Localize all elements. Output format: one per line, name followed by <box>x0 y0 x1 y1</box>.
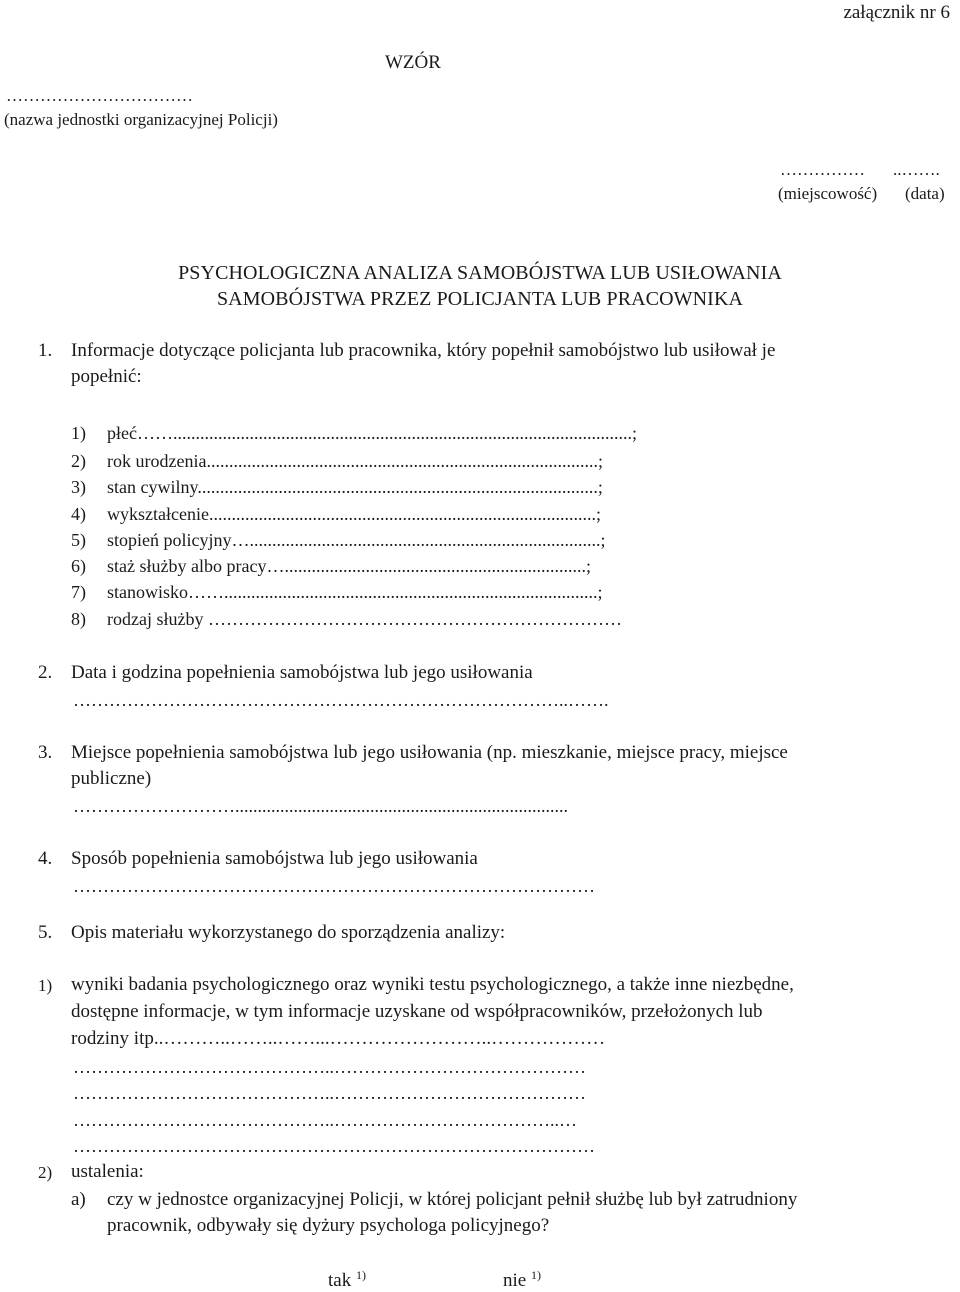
list-item-position: 7) stanowisko……...................................................................................; <box>71 582 603 602</box>
section5-item2-number: 2) <box>38 1163 53 1182</box>
unit-name-dots: …………………………… <box>6 86 193 105</box>
section2-answer-dots: ………………………………………………………………………..……. <box>73 690 609 710</box>
date-dots: ..……. <box>893 160 940 179</box>
answer-no[interactable]: nie $^{1)}$ <box>503 1268 541 1291</box>
section5-sub-a-line2: pracownik, odbywały się dyżury psychologa policyjnego? <box>107 1215 550 1236</box>
section3-heading: Miejsce popełnienia samobójstwa lub jego usiłowania (np. mieszkanie, miejsce pracy, miejsce <box>71 742 788 763</box>
section3-heading-cont: publiczne) <box>71 768 152 789</box>
section5-dots-line: ……………………………………..…………………………………… <box>73 1083 586 1103</box>
list-item-seniority: 6) staż służby albo pracy…...................................................................; <box>71 556 591 576</box>
section5-heading: Opis materiału wykorzystanego do sporządzenia analizy: <box>71 922 506 943</box>
section2-number: 2. <box>38 662 53 683</box>
section5-dots-line: …………………………………………………………………………… <box>73 1136 595 1156</box>
footnote-mark: 1) <box>355 1268 366 1282</box>
list-item-marital-status: 3) stan cywilny.........................................................................................; <box>71 477 603 497</box>
section5-item1-number: 1) <box>38 976 53 995</box>
annex-number: załącznik nr 6 <box>843 2 950 23</box>
section5-item1-line3: rodziny itp..………..……..……...……………………..……………… <box>71 1028 606 1049</box>
footnote-mark: 1) <box>530 1268 541 1282</box>
list-item-police-rank: 5) stopień policyjny…..............................................................................; <box>71 530 606 550</box>
section3-answer-dots: ……………………….......................................................................... <box>73 796 568 816</box>
section1-heading-cont: popełnić: <box>71 366 142 387</box>
section5-dots-line: ……………………………………..………………………………..… <box>73 1110 577 1130</box>
place-label: (miejscowość) <box>778 184 878 203</box>
document-title-line1: PSYCHOLOGICZNA ANALIZA SAMOBÓJSTWA LUB USIŁOWANIA <box>178 262 782 284</box>
section5-dots-line: ……………………………………..…………………………………… <box>73 1057 586 1077</box>
list-item-service-type: 8) rodzaj służby …………………………………………………………… <box>71 609 622 629</box>
section3-number: 3. <box>38 742 53 763</box>
section5-item2-label: ustalenia: <box>71 1161 144 1182</box>
section5-number: 5. <box>38 922 53 943</box>
place-dots: …………… <box>780 160 865 179</box>
section4-heading: Sposób popełnienia samobójstwa lub jego usiłowania <box>71 848 478 869</box>
list-item-birth-year: 2) rok urodzenia.......................................................................................; <box>71 451 603 471</box>
section5-item1-line2: dostępne informacje, w tym informacje uzyskane od współpracowników, przełożonych lub <box>71 1001 763 1022</box>
template-label: WZÓR <box>385 52 441 73</box>
section5-item1-line1: wyniki badania psychologicznego oraz wyniki testu psychologicznego, a także inne niezbędne, <box>71 974 794 995</box>
section1-number: 1. <box>38 340 53 361</box>
section4-answer-dots: …………………………………………………………………………… <box>73 876 595 896</box>
section2-heading: Data i godzina popełnienia samobójstwa lub jego usiłowania <box>71 662 533 683</box>
document-title-line2: SAMOBÓJSTWA PRZEZ POLICJANTA LUB PRACOWNIKA <box>216 288 744 310</box>
section1-heading: Informacje dotyczące policjanta lub pracownika, który popełnił samobójstwo lub usiłował je <box>71 340 776 361</box>
unit-name-label: (nazwa jednostki organizacyjnej Policji) <box>4 110 278 129</box>
date-label: (data) <box>905 184 945 203</box>
answer-yes[interactable]: tak $^{1)}$ <box>328 1268 366 1291</box>
list-item-education: 4) wykształcenie......................................................................................; <box>71 504 601 524</box>
section5-sub-a-letter: a) <box>71 1189 86 1210</box>
section4-number: 4. <box>38 848 53 869</box>
section5-sub-a-line1: czy w jednostce organizacyjnej Policji, w której policjant pełnił służbę lub był zatrudniony <box>107 1189 798 1210</box>
list-item-sex: 1) płeć……......................................................................................................; <box>71 423 637 443</box>
